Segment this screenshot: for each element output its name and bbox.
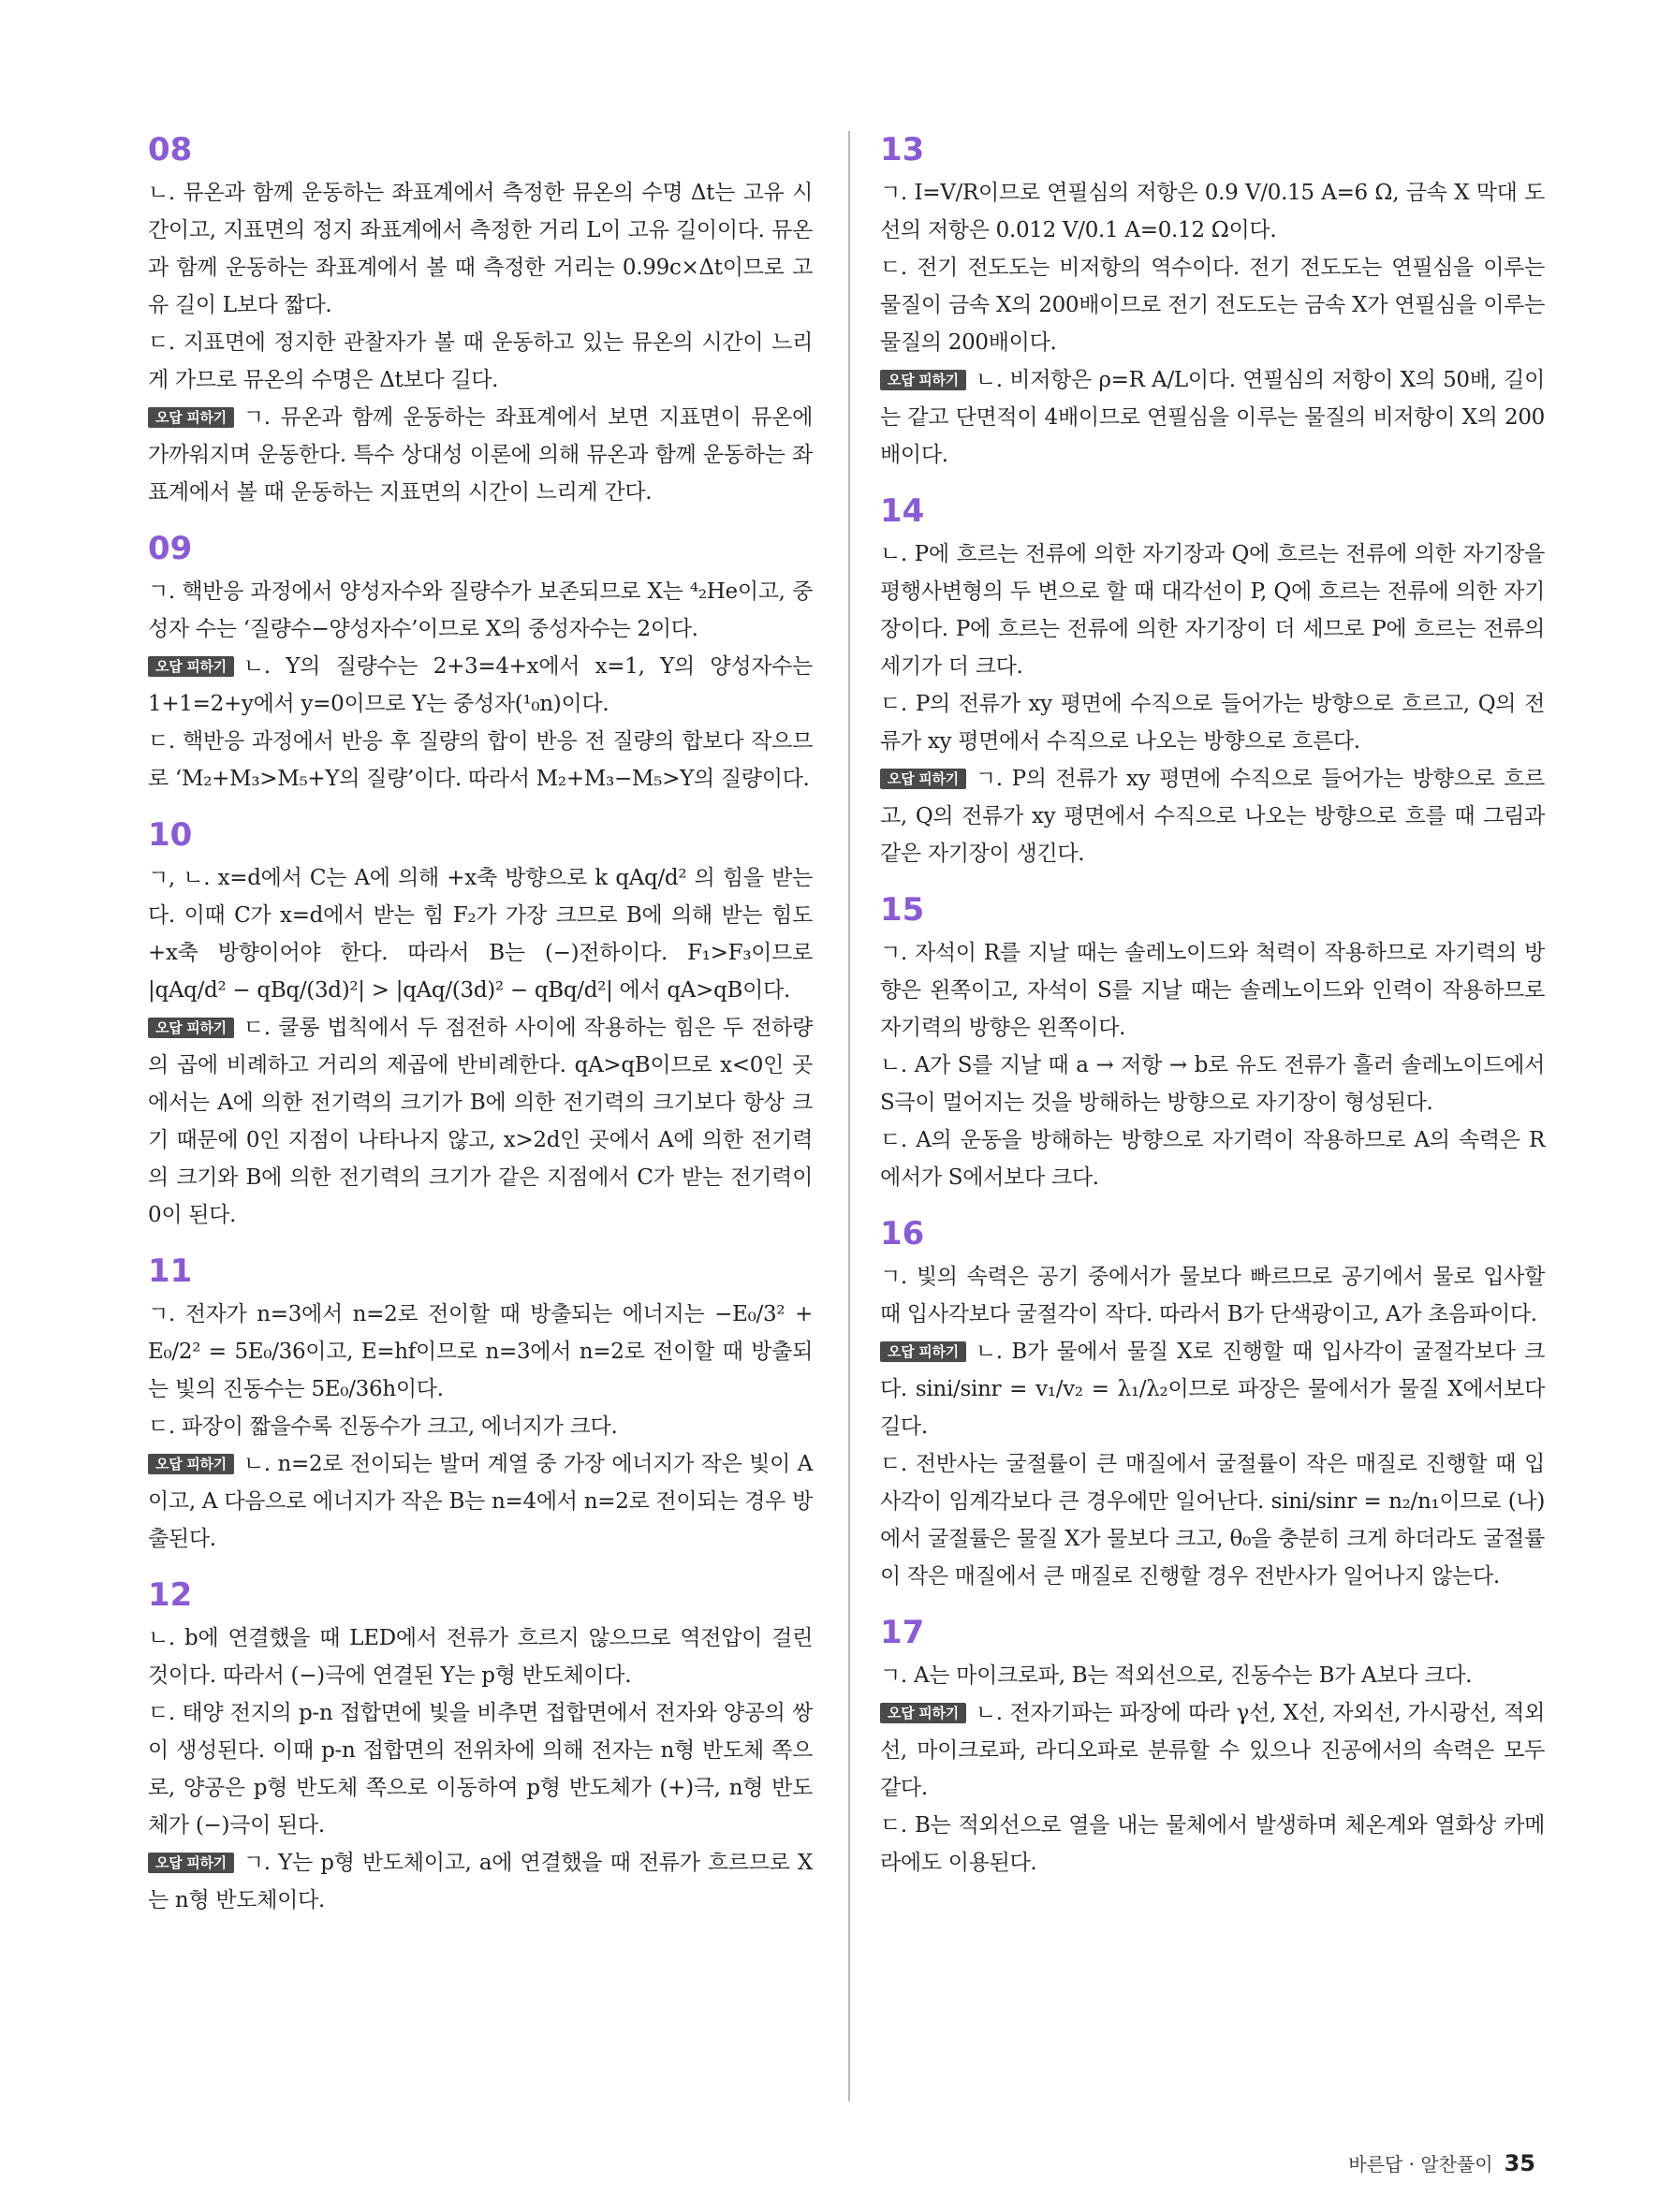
- explanation-text: ㄱ. P의 전류가 xy 평면에 수직으로 들어가는 방향으로 흐르고, Q의 전류가 xy 평면에서 수직으로 나오는 방향으로 흐를 때 그림과 같은 자기장이 생긴다.: [880, 767, 1545, 866]
- explanation-text: ㄷ. A의 운동을 방해하는 방향으로 자기력이 작용하므로 A의 속력은 R에서가 S에서보다 크다.: [880, 1128, 1545, 1190]
- explanation-text: ㄷ. 쿨롱 법칙에서 두 점전하 사이에 작용하는 힘은 두 전하량의 곱에 비례하고 거리의 제곱에 반비례한다. qA>qB이므로 x<0인 곳에서는 A에 의한 전기력의 크기가 B에 의한 전기력의 크기보다 항상 크기 때문에 0인 지점이 나타나지 않고, x>2d인 곳에서 A에 의한 전기력의 크기와 B에 의한 전기력의 크기가 같은 지점에서 C가 받는 전기력이 0이 된다.: [148, 1016, 813, 1227]
- explanation-text: ㄴ. Y의 질량수는 2+3=4+x에서 x=1, Y의 양성자수는 1+1=2+y에서 y=0이므로 Y는 중성자(¹₀n)이다.: [148, 654, 813, 716]
- page-number: 35: [1504, 2150, 1535, 2176]
- explanation-paragraph: [148, 1009, 813, 1234]
- wrong-answer-badge: 오답 피하기: [148, 1853, 234, 1873]
- answer-section: [148, 1576, 813, 1919]
- explanation-text: ㄱ. Y는 p형 반도체이고, a에 연결했을 때 전류가 흐르므로 X는 n형 반도체이다.: [148, 1851, 813, 1912]
- page-footer: [1348, 2149, 1535, 2176]
- question-number: 11: [148, 1252, 193, 1290]
- explanation-text: ㄴ. P에 흐르는 전류에 의한 자기장과 Q에 흐르는 전류에 의한 자기장을 평행사변형의 두 변으로 할 때 대각선이 P, Q에 흐르는 전류에 의한 자기장이다. P에 흐르는 전류에 의한 자기장이 더 세므로 P에 흐르는 전류의 세기가 더 크다.: [880, 542, 1545, 679]
- explanation-paragraph: [880, 1333, 1545, 1445]
- right-column: [880, 131, 1545, 1900]
- explanation-text: ㄴ. B가 물에서 물질 X로 진행할 때 입사각이 굴절각보다 크다. sini/sinr = v₁/v₂ = λ₁/λ₂이므로 파장은 물에서가 물질 X에서보다 길다.: [880, 1340, 1545, 1439]
- explanation-text: ㄷ. 지표면에 정지한 관찰자가 볼 때 운동하고 있는 뮤온의 시간이 느리게 가므로 뮤온의 수명은 Δt보다 길다.: [148, 330, 813, 392]
- explanation-text: ㄱ. 뮤온과 함께 운동하는 좌표계에서 보면 지표면이 뮤온에 가까워지며 운동한다. 특수 상대성 이론에 의해 뮤온과 함께 운동하는 좌표계에서 볼 때 운동하는 지표면의 시간이 느리게 간다.: [148, 405, 813, 505]
- explanation-paragraph: [880, 361, 1545, 474]
- left-column: [148, 131, 813, 1938]
- question-number: 15: [880, 891, 925, 929]
- explanation-paragraph: [880, 934, 1545, 1047]
- question-number: 10: [148, 816, 193, 854]
- explanation-text: ㄱ, ㄴ. x=d에서 C는 A에 의해 +x축 방향으로 k qAq/d² 의 힘을 받는다. 이때 C가 x=d에서 받는 힘 F₂가 가장 크므로 B에 의해 받는 힘도 +x축 방향이어야 한다. 따라서 B는 (−)전하이다. F₁>F₃이므로 |qAq/d² − qBq/(3d)²| > |qAq/(3d)² − qBq/d²| 에서 qA>qB이다.: [148, 866, 813, 1003]
- explanation-text: ㄴ. 뮤온과 함께 운동하는 좌표계에서 측정한 뮤온의 수명 Δt는 고유 시간이고, 지표면의 정지 좌표계에서 측정한 거리 L이 고유 길이이다. 뮤온과 함께 운동하는 좌표계에서 볼 때 측정한 거리는 0.99c×Δt이므로 고유 길이 L보다 짧다.: [148, 181, 813, 317]
- answer-section: [148, 131, 813, 511]
- answer-section: [880, 131, 1545, 474]
- wrong-answer-badge: 오답 피하기: [148, 407, 234, 428]
- question-number: 14: [880, 492, 925, 530]
- explanation-paragraph: [148, 1445, 813, 1558]
- wrong-answer-badge: 오답 피하기: [880, 769, 966, 789]
- explanation-text: ㄴ. 전자기파는 파장에 따라 γ선, X선, 자외선, 가시광선, 적외선, 마이크로파, 라디오파로 분류할 수 있으나 진공에서의 속력은 모두 같다.: [880, 1701, 1545, 1800]
- explanation-text: ㄷ. 파장이 짧을수록 진동수가 크고, 에너지가 크다.: [148, 1414, 618, 1439]
- answer-section: [148, 530, 813, 798]
- question-number: 12: [148, 1576, 193, 1614]
- explanation-paragraph: [880, 174, 1545, 249]
- explanation-text: ㄷ. 핵반응 과정에서 반응 후 질량의 합이 반응 전 질량의 합보다 작으므로 ‘M₂+M₃>M₅+Y의 질량’이다. 따라서 M₂+M₃−M₅>Y의 질량이다.: [148, 729, 813, 791]
- explanation-text: ㄷ. B는 적외선으로 열을 내는 물체에서 발생하며 체온계와 열화상 카메라에도 이용된다.: [880, 1813, 1545, 1875]
- explanation-text: ㄱ. I=V/R이므로 연필심의 저항은 0.9 V/0.15 A=6 Ω, 금속 X 막대 도선의 저항은 0.012 V/0.1 A=0.12 Ω이다.: [880, 181, 1545, 242]
- answer-section: [880, 1614, 1545, 1882]
- column-divider: [848, 131, 850, 2102]
- explanation-paragraph: [148, 1619, 813, 1694]
- explanation-paragraph: [148, 1694, 813, 1844]
- wrong-answer-badge: 오답 피하기: [148, 1018, 234, 1038]
- explanation-text: ㄴ. 비저항은 ρ=R A/L이다. 연필심의 저항이 X의 50배, 길이는 같고 단면적이 4배이므로 연필심을 이루는 물질의 비저항이 X의 200배이다.: [880, 368, 1545, 467]
- explanation-text: ㄱ. 빛의 속력은 공기 중에서가 물보다 빠르므로 공기에서 물로 입사할 때 입사각보다 굴절각이 작다. 따라서 B가 단색광이고, A가 초음파이다.: [880, 1265, 1545, 1326]
- explanation-paragraph: [880, 1807, 1545, 1882]
- question-number: 13: [880, 131, 925, 168]
- explanation-text: ㄱ. 전자가 n=3에서 n=2로 전이할 때 방출되는 에너지는 −E₀/3² + E₀/2² = 5E₀/36이고, E=hf이므로 n=3에서 n=2로 전이할 때 방출되는 빛의 진동수는 5E₀/36h이다.: [148, 1302, 813, 1401]
- explanation-text: ㄷ. 태양 전지의 p-n 접합면에 빛을 비추면 접합면에서 전자와 양공의 쌍이 생성된다. 이때 p-n 접합면의 전위차에 의해 전자는 n형 반도체 쪽으로, 양공은 p형 반도체 쪽으로 이동하여 p형 반도체가 (+)극, n형 반도체가 (−)극이 된다.: [148, 1701, 813, 1838]
- explanation-paragraph: [880, 535, 1545, 685]
- explanation-paragraph: [148, 1408, 813, 1445]
- explanation-paragraph: [148, 174, 813, 324]
- explanation-paragraph: [148, 723, 813, 798]
- explanation-paragraph: [880, 1258, 1545, 1333]
- wrong-answer-badge: 오답 피하기: [880, 370, 966, 390]
- explanation-text: ㄱ. 자석이 R를 지날 때는 솔레노이드와 척력이 작용하므로 자기력의 방향은 왼쪽이고, 자석이 S를 지날 때는 솔레노이드와 인력이 작용하므로 자기력의 방향은 왼쪽이다.: [880, 941, 1545, 1040]
- explanation-paragraph: [880, 1694, 1545, 1807]
- explanation-paragraph: [148, 859, 813, 1009]
- answer-section: [880, 492, 1545, 872]
- explanation-paragraph: [148, 324, 813, 399]
- question-number: 17: [880, 1614, 925, 1651]
- explanation-paragraph: [880, 685, 1545, 760]
- footer-label: 바른답 · 알찬풀이: [1348, 2153, 1493, 2175]
- answer-section: [148, 1252, 813, 1558]
- explanation-paragraph: [148, 1296, 813, 1408]
- explanation-paragraph: [880, 1121, 1545, 1196]
- explanation-text: ㄱ. 핵반응 과정에서 양성자수와 질량수가 보존되므로 X는 ⁴₂He이고, 중성자 수는 ‘질량수−양성자수’이므로 X의 중성자수는 2이다.: [148, 579, 813, 641]
- explanation-text: ㄷ. 전반사는 굴절률이 큰 매질에서 굴절률이 작은 매질로 진행할 때 입사각이 임계각보다 큰 경우에만 일어난다. sini/sinr = n₂/n₁이므로 (나)에서 굴절률은 물질 X가 물보다 크고, θ₀을 충분히 크게 하더라도 굴절률이 작은 매질에서 큰 매질로 진행할 경우 전반사가 일어나지 않는다.: [880, 1452, 1545, 1589]
- explanation-paragraph: [880, 1657, 1545, 1694]
- wrong-answer-badge: 오답 피하기: [880, 1703, 966, 1723]
- wrong-answer-badge: 오답 피하기: [148, 656, 234, 677]
- wrong-answer-badge: 오답 피하기: [148, 1454, 234, 1474]
- question-number: 16: [880, 1215, 925, 1252]
- explanation-paragraph: [148, 1844, 813, 1919]
- explanation-text: ㄴ. n=2로 전이되는 발머 계열 중 가장 에너지가 작은 빛이 A이고, A 다음으로 에너지가 작은 B는 n=4에서 n=2로 전이되는 경우 방출된다.: [148, 1452, 813, 1551]
- explanation-paragraph: [148, 573, 813, 648]
- explanation-text: ㄷ. 전기 전도도는 비저항의 역수이다. 전기 전도도는 연필심을 이루는 물질이 금속 X의 200배이므로 전기 전도도는 금속 X가 연필심을 이루는 물질의 200배이다.: [880, 256, 1545, 355]
- answer-section: [880, 891, 1545, 1196]
- question-number: 08: [148, 131, 193, 168]
- explanation-text: ㄴ. A가 S를 지날 때 a → 저항 → b로 유도 전류가 흘러 솔레노이드에서 S극이 멀어지는 것을 방해하는 방향으로 자기장이 형성된다.: [880, 1053, 1545, 1115]
- explanation-text: ㄷ. P의 전류가 xy 평면에 수직으로 들어가는 방향으로 흐르고, Q의 전류가 xy 평면에서 수직으로 나오는 방향으로 흐른다.: [880, 692, 1545, 754]
- explanation-text: ㄱ. A는 마이크로파, B는 적외선으로, 진동수는 B가 A보다 크다.: [880, 1663, 1473, 1688]
- question-number: 09: [148, 530, 193, 567]
- wrong-answer-badge: 오답 피하기: [880, 1341, 966, 1362]
- explanation-paragraph: [148, 648, 813, 723]
- explanation-text: ㄴ. b에 연결했을 때 LED에서 전류가 흐르지 않으므로 역전압이 걸린 것이다. 따라서 (−)극에 연결된 Y는 p형 반도체이다.: [148, 1626, 813, 1688]
- answer-section: [880, 1215, 1545, 1595]
- explanation-paragraph: [880, 760, 1545, 872]
- explanation-paragraph: [880, 249, 1545, 361]
- explanation-paragraph: [880, 1445, 1545, 1595]
- explanation-paragraph: [880, 1047, 1545, 1121]
- answer-section: [148, 816, 813, 1234]
- explanation-paragraph: [148, 399, 813, 511]
